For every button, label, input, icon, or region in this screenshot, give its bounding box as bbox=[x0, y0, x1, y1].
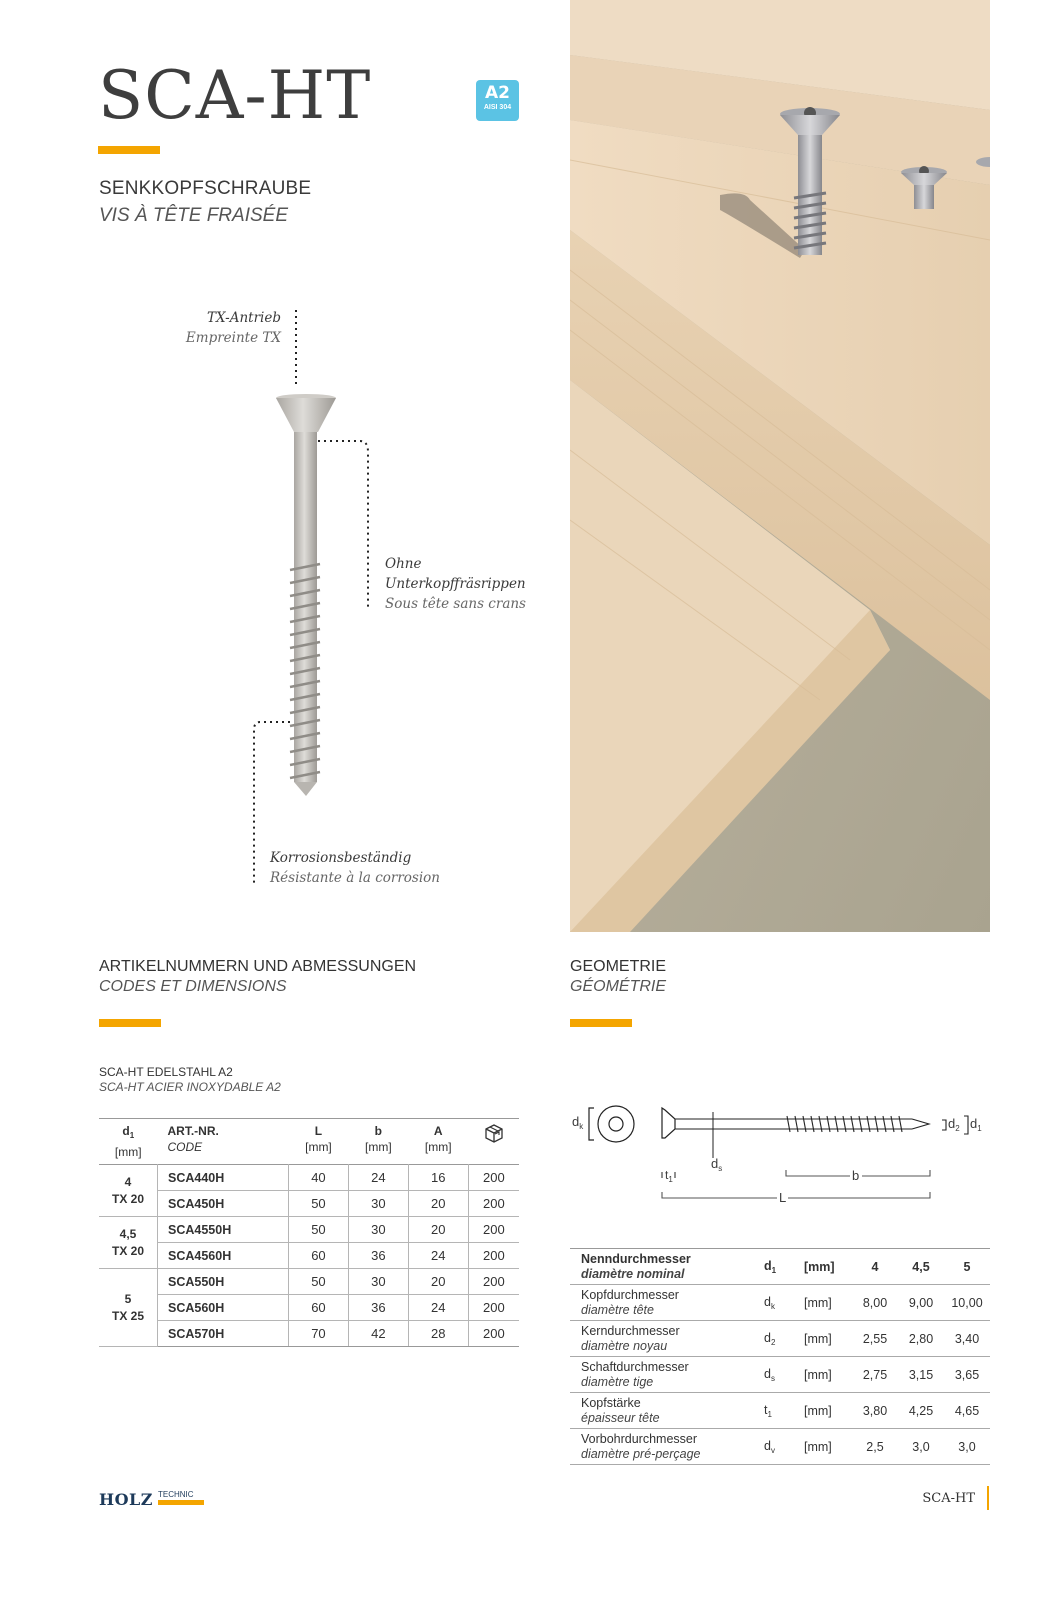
cell-A: 24 bbox=[408, 1295, 468, 1321]
cell-A: 20 bbox=[408, 1217, 468, 1243]
cell-L: 70 bbox=[289, 1321, 349, 1347]
property-value: 2,55 bbox=[852, 1321, 898, 1357]
geometry-heading-de: GEOMETRIE bbox=[570, 958, 667, 975]
cell-pcs: 200 bbox=[468, 1321, 519, 1347]
annotation-underhead-de1: Ohne bbox=[385, 556, 422, 572]
diameter-group-cell: 4 TX 20 bbox=[99, 1165, 158, 1217]
cell-code: SCA4560H bbox=[158, 1243, 289, 1269]
annotation-corrosion bbox=[270, 848, 440, 888]
table-row bbox=[99, 1321, 519, 1347]
header-b: b [mm] bbox=[365, 1124, 392, 1154]
property-value: 4 bbox=[852, 1249, 898, 1285]
property-unit: [mm] bbox=[804, 1429, 852, 1465]
label-d1: $d_1$ bbox=[970, 1116, 982, 1133]
badge-standard: AISI 304 bbox=[483, 104, 512, 111]
diameter-group-cell: 5 TX 25 bbox=[99, 1269, 158, 1347]
cell-code: SCA560H bbox=[158, 1295, 289, 1321]
box-icon bbox=[483, 1123, 505, 1143]
cell-b: 24 bbox=[348, 1165, 408, 1191]
cell-A: 20 bbox=[408, 1191, 468, 1217]
property-value: 3,0 bbox=[944, 1429, 990, 1465]
page-reference: SCA-HT bbox=[922, 1491, 975, 1506]
geometry-drawing bbox=[572, 1100, 992, 1210]
property-value: 10,00 bbox=[944, 1285, 990, 1321]
material-label-de: SCA-HT EDELSTAHL A2 bbox=[99, 1065, 233, 1079]
geometry-heading-fr: GÉOMÉTRIE bbox=[570, 978, 667, 995]
cell-pcs: 200 bbox=[468, 1295, 519, 1321]
table-row bbox=[99, 1165, 519, 1191]
annotation-corrosion-fr: Résistante à la corrosion bbox=[270, 870, 440, 886]
accent-bar bbox=[98, 146, 160, 154]
cell-pcs: 200 bbox=[468, 1217, 519, 1243]
cell-code: SCA4550H bbox=[158, 1217, 289, 1243]
property-symbol: $d_k$ bbox=[764, 1285, 804, 1321]
cell-code: SCA550H bbox=[158, 1269, 289, 1295]
annotation-underhead bbox=[385, 554, 526, 614]
label-ds: $d_s$ bbox=[711, 1156, 723, 1173]
cell-pcs: 200 bbox=[468, 1165, 519, 1191]
cell-A: 28 bbox=[408, 1321, 468, 1347]
cell-b: 42 bbox=[348, 1321, 408, 1347]
table-row bbox=[99, 1217, 519, 1243]
table-header-row bbox=[99, 1119, 519, 1165]
wood-deck-photo bbox=[570, 0, 990, 932]
brand-logo-sub: TECHNIC bbox=[158, 1490, 194, 1499]
annotation-tx-fr: Empreinte TX bbox=[185, 330, 281, 346]
subtitle-de: SENKKOPFSCHRAUBE bbox=[99, 178, 312, 199]
cell-code: SCA440H bbox=[158, 1165, 289, 1191]
cell-L: 60 bbox=[289, 1295, 349, 1321]
codes-heading-fr: CODES ET DIMENSIONS bbox=[99, 978, 287, 995]
table-row bbox=[99, 1243, 519, 1269]
codes-accent-bar bbox=[99, 1019, 161, 1027]
geometry-row bbox=[570, 1357, 990, 1393]
cell-A: 16 bbox=[408, 1165, 468, 1191]
label-b: b bbox=[852, 1168, 860, 1183]
property-value: 3,40 bbox=[944, 1321, 990, 1357]
property-symbol: $d_2$ bbox=[764, 1321, 804, 1357]
property-unit: [mm] bbox=[804, 1249, 852, 1285]
property-name: Kopfstärke épaisseur tête bbox=[570, 1393, 764, 1429]
material-badge bbox=[476, 80, 519, 121]
product-codes-table bbox=[99, 1118, 519, 1347]
table-row bbox=[99, 1269, 519, 1295]
diameter-group-cell: 4,5 TX 20 bbox=[99, 1217, 158, 1269]
property-value: 4,25 bbox=[898, 1393, 944, 1429]
property-symbol: $d_v$ bbox=[764, 1429, 804, 1465]
table-row bbox=[99, 1295, 519, 1321]
property-value: 3,80 bbox=[852, 1393, 898, 1429]
cell-pcs: 200 bbox=[468, 1243, 519, 1269]
cell-A: 20 bbox=[408, 1269, 468, 1295]
property-value: 8,00 bbox=[852, 1285, 898, 1321]
brand-logo: HOLZ bbox=[99, 1490, 153, 1509]
property-unit: [mm] bbox=[804, 1393, 852, 1429]
geometry-row bbox=[570, 1285, 990, 1321]
header-A: A [mm] bbox=[424, 1124, 452, 1154]
property-value: 5 bbox=[944, 1249, 990, 1285]
product-photo bbox=[570, 0, 990, 932]
cell-L: 60 bbox=[289, 1243, 349, 1269]
property-value: 9,00 bbox=[898, 1285, 944, 1321]
cell-b: 30 bbox=[348, 1191, 408, 1217]
cell-L: 50 bbox=[289, 1191, 349, 1217]
property-value: 2,5 bbox=[852, 1429, 898, 1465]
property-name: Schaftdurchmesser diamètre tige bbox=[570, 1357, 764, 1393]
product-title: SCA-HT bbox=[98, 57, 372, 134]
property-unit: [mm] bbox=[804, 1285, 852, 1321]
geometry-table bbox=[570, 1248, 990, 1465]
cell-L: 40 bbox=[289, 1165, 349, 1191]
annotation-tx-de: TX-Antrieb bbox=[207, 310, 281, 326]
annotation-corrosion-de: Korrosionsbeständig bbox=[270, 850, 412, 866]
header-pieces bbox=[468, 1119, 519, 1165]
material-label-fr: SCA-HT ACIER INOXYDABLE A2 bbox=[99, 1080, 281, 1094]
label-L: L bbox=[779, 1190, 787, 1205]
property-value: 3,0 bbox=[898, 1429, 944, 1465]
cell-A: 24 bbox=[408, 1243, 468, 1269]
property-value: 2,75 bbox=[852, 1357, 898, 1393]
codes-heading-de: ARTIKELNUMMERN UND ABMESSUNGEN bbox=[99, 958, 417, 975]
geometry-row bbox=[570, 1429, 990, 1465]
leader-line-shank bbox=[318, 441, 368, 610]
property-name: Vorbohrdurchmesser diamètre pré-perçage bbox=[570, 1429, 764, 1465]
property-symbol: $d_1$ bbox=[764, 1249, 804, 1285]
cell-b: 36 bbox=[348, 1243, 408, 1269]
header-code: ART.-NR. CODE bbox=[167, 1124, 219, 1154]
property-value: 3,65 bbox=[944, 1357, 990, 1393]
page-marker bbox=[987, 1486, 989, 1510]
label-dk: $d_k$ bbox=[572, 1114, 584, 1131]
annotation-underhead-de2: Unterkopffräsrippen bbox=[385, 576, 526, 592]
property-value: 4,5 bbox=[898, 1249, 944, 1285]
cell-pcs: 200 bbox=[468, 1191, 519, 1217]
cell-code: SCA450H bbox=[158, 1191, 289, 1217]
table-row bbox=[99, 1191, 519, 1217]
annotation-tx-drive bbox=[186, 308, 281, 348]
header-d1: $d_1$ [mm] bbox=[114, 1124, 142, 1159]
annotation-underhead-fr: Sous tête sans crans bbox=[385, 596, 526, 612]
property-symbol: $t_1$ bbox=[764, 1393, 804, 1429]
property-value: 3,15 bbox=[898, 1357, 944, 1393]
label-t1: $t_1$ bbox=[665, 1168, 673, 1184]
property-value: 2,80 bbox=[898, 1321, 944, 1357]
header-L: L [mm] bbox=[305, 1124, 332, 1154]
cell-pcs: 200 bbox=[468, 1269, 519, 1295]
geometry-header-row bbox=[570, 1249, 990, 1285]
cell-b: 36 bbox=[348, 1295, 408, 1321]
geometry-row bbox=[570, 1321, 990, 1357]
brand-logo-bar bbox=[158, 1500, 204, 1505]
cell-b: 30 bbox=[348, 1217, 408, 1243]
property-symbol: $d_s$ bbox=[764, 1357, 804, 1393]
property-name: Kerndurchmesser diamètre noyau bbox=[570, 1321, 764, 1357]
property-unit: [mm] bbox=[804, 1321, 852, 1357]
property-unit: [mm] bbox=[804, 1357, 852, 1393]
property-value: 4,65 bbox=[944, 1393, 990, 1429]
subtitle-fr: VIS À TÊTE FRAISÉE bbox=[99, 205, 288, 226]
label-d2: $d_2$ bbox=[948, 1116, 960, 1133]
property-name: Nenndurchmesser diamètre nominal bbox=[570, 1249, 764, 1285]
geometry-row bbox=[570, 1393, 990, 1429]
cell-code: SCA570H bbox=[158, 1321, 289, 1347]
cell-L: 50 bbox=[289, 1269, 349, 1295]
property-name: Kopfdurchmesser diamètre tête bbox=[570, 1285, 764, 1321]
badge-grade: A2 bbox=[485, 83, 510, 103]
geometry-accent-bar bbox=[570, 1019, 632, 1027]
cell-b: 30 bbox=[348, 1269, 408, 1295]
cell-L: 50 bbox=[289, 1217, 349, 1243]
